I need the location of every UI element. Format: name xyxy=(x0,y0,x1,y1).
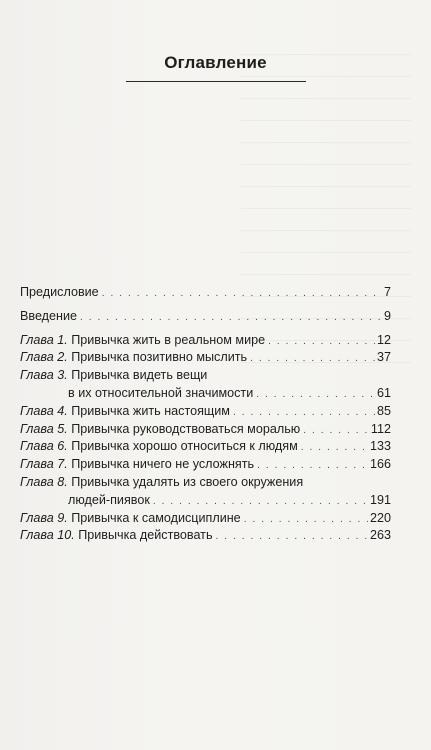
leader-dots xyxy=(244,511,368,529)
toc-page-number: 112 xyxy=(370,421,391,436)
chapter-number: Глава 5. xyxy=(20,421,68,436)
chapter-title: Привычка жить в реальном мире xyxy=(71,332,266,347)
leader-dots xyxy=(268,333,375,351)
leader-dots xyxy=(216,528,368,546)
chapter-number: Глава 3. xyxy=(20,368,68,383)
toc-page-number: 85 xyxy=(376,403,391,418)
chapter-number: Глава 2. xyxy=(20,350,68,365)
toc-entry-chapter-1[interactable] xyxy=(20,332,391,350)
leader-dots xyxy=(233,404,375,422)
leader-dots xyxy=(256,386,375,404)
chapter-title: Привычка видеть вещи xyxy=(71,368,208,383)
toc-entry-chapter-10[interactable] xyxy=(20,527,391,545)
toc-entry-chapter-4[interactable] xyxy=(20,403,391,421)
toc-page-number: 133 xyxy=(369,439,391,454)
toc-entry-label: Введение xyxy=(20,308,78,323)
title-underline xyxy=(126,81,306,82)
toc-entry-preface[interactable] xyxy=(20,284,391,302)
toc-entry-chapter-8-continued[interactable] xyxy=(20,492,391,510)
leader-dots xyxy=(303,422,369,440)
chapter-number: Глава 4. xyxy=(20,403,68,418)
toc-page-number: 263 xyxy=(369,528,391,543)
leader-dots xyxy=(301,439,368,457)
leader-dots xyxy=(80,309,382,327)
leader-dots xyxy=(102,285,382,303)
toc-entry-introduction[interactable] xyxy=(20,308,391,326)
toc-page-number: 220 xyxy=(369,510,391,525)
leader-dots xyxy=(153,493,368,511)
chapter-title-continued: в их относительной значимости xyxy=(68,385,254,400)
chapter-title: Привычка руководствоваться моралью xyxy=(71,421,301,436)
chapter-title: Привычка ничего не усложнять xyxy=(71,457,255,472)
toc-page-number: 166 xyxy=(369,457,391,472)
toc-page-number: 191 xyxy=(369,492,391,507)
chapter-number: Глава 7. xyxy=(20,457,68,472)
leader-dots xyxy=(250,350,375,368)
toc-entry-label: Предисловие xyxy=(20,285,99,299)
table-of-contents xyxy=(20,284,391,545)
toc-page-number: 9 xyxy=(383,308,391,323)
chapter-title: Привычка к самодисциплине xyxy=(71,510,241,525)
leader-dots xyxy=(257,457,368,475)
chapter-number: Глава 8. xyxy=(20,474,68,489)
toc-page-number: 7 xyxy=(383,285,391,299)
toc-entry-chapter-8[interactable] xyxy=(20,474,391,492)
chapter-title: Привычка хорошо относиться к людям xyxy=(71,439,298,454)
page-title: Оглавление xyxy=(164,53,267,72)
chapter-title-continued: людей-пиявок xyxy=(68,492,150,507)
toc-page-number: 37 xyxy=(376,350,391,365)
toc-entry-chapter-5[interactable] xyxy=(20,421,391,439)
toc-entry-chapter-3[interactable] xyxy=(20,367,391,385)
chapter-number: Глава 10. xyxy=(20,528,75,543)
toc-entry-chapter-2[interactable] xyxy=(20,349,391,367)
toc-entry-chapter-7[interactable] xyxy=(20,456,391,474)
toc-page-number: 12 xyxy=(376,332,391,347)
toc-entry-chapter-9[interactable] xyxy=(20,510,391,528)
chapter-title: Привычка удалять из своего окружения xyxy=(71,474,304,489)
chapter-number: Глава 1. xyxy=(20,332,68,347)
toc-entry-chapter-6[interactable] xyxy=(20,438,391,456)
chapter-title: Привычка жить настоящим xyxy=(71,403,230,418)
chapter-number: Глава 6. xyxy=(20,439,68,454)
toc-entry-chapter-3-continued[interactable] xyxy=(20,385,391,403)
chapter-number: Глава 9. xyxy=(20,510,68,525)
chapter-title: Привычка позитивно мыслить xyxy=(71,350,248,365)
toc-page-number: 61 xyxy=(376,385,391,400)
chapter-title: Привычка действовать xyxy=(78,528,213,543)
